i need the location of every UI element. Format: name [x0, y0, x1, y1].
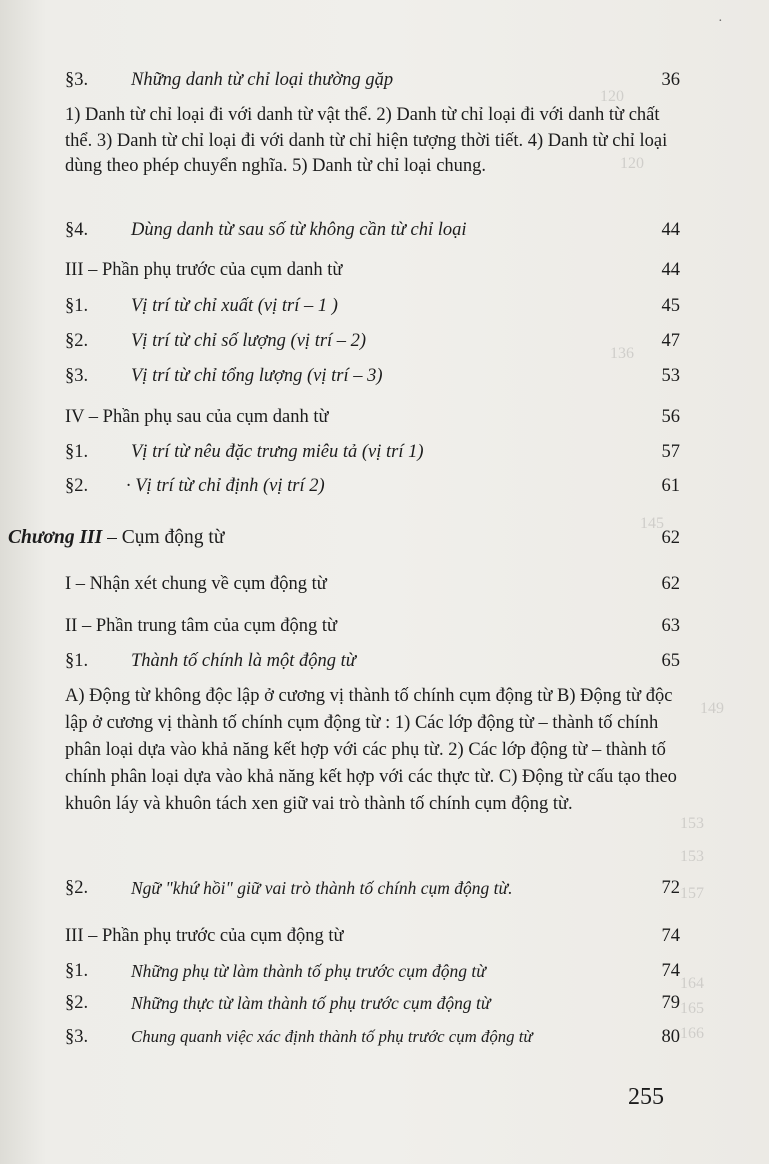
entry-title: Vị trí từ chỉ tổng lượng (vị trí – 3) [131, 366, 383, 386]
page-number: 65 [661, 651, 680, 671]
page-number: 36 [661, 70, 680, 90]
toc-entry [0, 325, 769, 357]
page-number: 79 [661, 993, 680, 1013]
toc-entry [0, 1021, 769, 1053]
toc-entry [0, 955, 769, 987]
entry-title: I – Nhận xét chung về cụm động từ [65, 574, 327, 594]
toc-entry [0, 290, 769, 322]
entry-title: III – Phần phụ trước của cụm danh từ [65, 260, 343, 280]
chapter-title: – Cụm động từ [107, 527, 225, 548]
entry-title: II – Phần trung tâm của cụm động từ [65, 616, 338, 636]
page-number: 62 [661, 574, 680, 594]
entry-title: III – Phần phụ trước của cụm động từ [65, 926, 344, 946]
chapter-heading [0, 522, 769, 554]
page-number: 45 [661, 296, 680, 316]
toc-entry [0, 254, 769, 286]
entry-title: Vị trí từ chỉ số lượng (vị trí – 2) [131, 331, 367, 351]
page-number: 72 [661, 878, 680, 898]
toc-entry [0, 214, 769, 246]
entry-title: Những thực từ làm thành tố phụ trước cụm động từ [131, 993, 491, 1013]
page-number: 44 [661, 260, 680, 280]
show-through-text: 166 [680, 1025, 704, 1042]
show-through-text: 165 [680, 1000, 704, 1017]
section-number: §2. [65, 993, 89, 1013]
toc-entry [0, 568, 769, 600]
section-number: §3. [65, 1027, 89, 1047]
page-footer-number: 255 [628, 1084, 664, 1110]
entry-title: IV – Phần phụ sau của cụm danh từ [65, 407, 329, 427]
entry-title: Những phụ từ làm thành tố phụ trước cụm động từ [131, 961, 486, 981]
section-number: §3. [65, 366, 89, 386]
chapter-label: Chương III [8, 527, 103, 548]
show-through-text: 157 [680, 885, 704, 902]
show-through-text: 153 [680, 848, 704, 865]
section-number: §1. [65, 961, 89, 981]
section-number: §1. [65, 296, 89, 316]
page-number: 56 [661, 407, 680, 427]
page-number: 53 [661, 366, 680, 386]
section-number: §2. [65, 878, 89, 898]
speck: · [718, 14, 723, 29]
toc-entry [0, 872, 769, 904]
section-number: §3. [65, 70, 89, 90]
page-number: 61 [661, 476, 680, 496]
show-through-text: 164 [680, 975, 704, 992]
toc-entry [0, 987, 769, 1019]
section-number: §2. [65, 331, 89, 351]
section-number: §1. [65, 442, 89, 462]
show-through-text: 145 [640, 515, 664, 532]
toc-entry [0, 401, 769, 433]
page-number: 80 [661, 1027, 680, 1047]
entry-description: 1) Danh từ chỉ loại đi với danh từ vật thể. 2) Danh từ chỉ loại đi với danh từ chất thể. 3) Danh từ chỉ loại đi với danh từ chỉ hiện tượng thời tiết. 4) Danh từ chỉ loại dùng theo phép chuyển nghĩa. 5) Danh từ chỉ loại chung. [65, 105, 668, 176]
show-through-text: 153 [680, 815, 704, 832]
section-number: §1. [65, 651, 89, 671]
show-through-text: 120 [620, 155, 644, 172]
entry-title: Chung quanh việc xác định thành tố phụ trước cụm động từ [131, 1027, 533, 1046]
page-number: 74 [661, 961, 680, 981]
show-through-text: 120 [600, 88, 624, 105]
page-number: 57 [661, 442, 680, 462]
toc-entry [0, 470, 769, 502]
toc-entry [0, 436, 769, 468]
page-number: 63 [661, 616, 680, 636]
entry-title: Dùng danh từ sau số từ không cần từ chỉ loại [131, 220, 467, 240]
toc-entry [0, 645, 769, 677]
page-number: 74 [661, 926, 680, 946]
show-through-text: 136 [610, 345, 634, 362]
toc-entry [0, 64, 769, 96]
section-number: §2. [65, 476, 89, 496]
entry-title: Ngữ "khứ hồi" giữ vai trò thành tố chính cụm động từ. [131, 878, 513, 898]
entry-title: Thành tố chính là một động từ [131, 651, 356, 671]
section-number: §4. [65, 220, 89, 240]
entry-title: Những danh từ chỉ loại thường gặp [131, 70, 394, 90]
entry-title: Vị trí từ nêu đặc trưng miêu tả (vị trí 1) [131, 442, 424, 462]
entry-title: · Vị trí từ chỉ định (vị trí 2) [126, 476, 325, 496]
page-number: 62 [661, 528, 680, 548]
page-number: 47 [661, 331, 680, 351]
page-number: 44 [661, 220, 680, 240]
toc-entry [0, 610, 769, 642]
show-through-text: 149 [700, 700, 724, 717]
entry-title: Vị trí từ chỉ xuất (vị trí – 1 ) [131, 296, 338, 316]
toc-entry [0, 920, 769, 952]
toc-entry [0, 360, 769, 392]
entry-description: A) Động từ không độc lập ở cương vị thành tố chính cụm động từ B) Động từ độc lập ở cương vị thành tố chính cụm động từ : 1) Các lớp động từ – thành tố chính phân loại dựa vào khả năng kết hợp với các phụ từ. 2) Các lớp động từ – thành tố chính phân loại dựa vào khả năng kết hợp với các thực từ. C) Động từ cấu tạo theo khuôn láy và khuôn tách xen giữ vai trò thành tố chính cụm động từ. [65, 686, 677, 814]
